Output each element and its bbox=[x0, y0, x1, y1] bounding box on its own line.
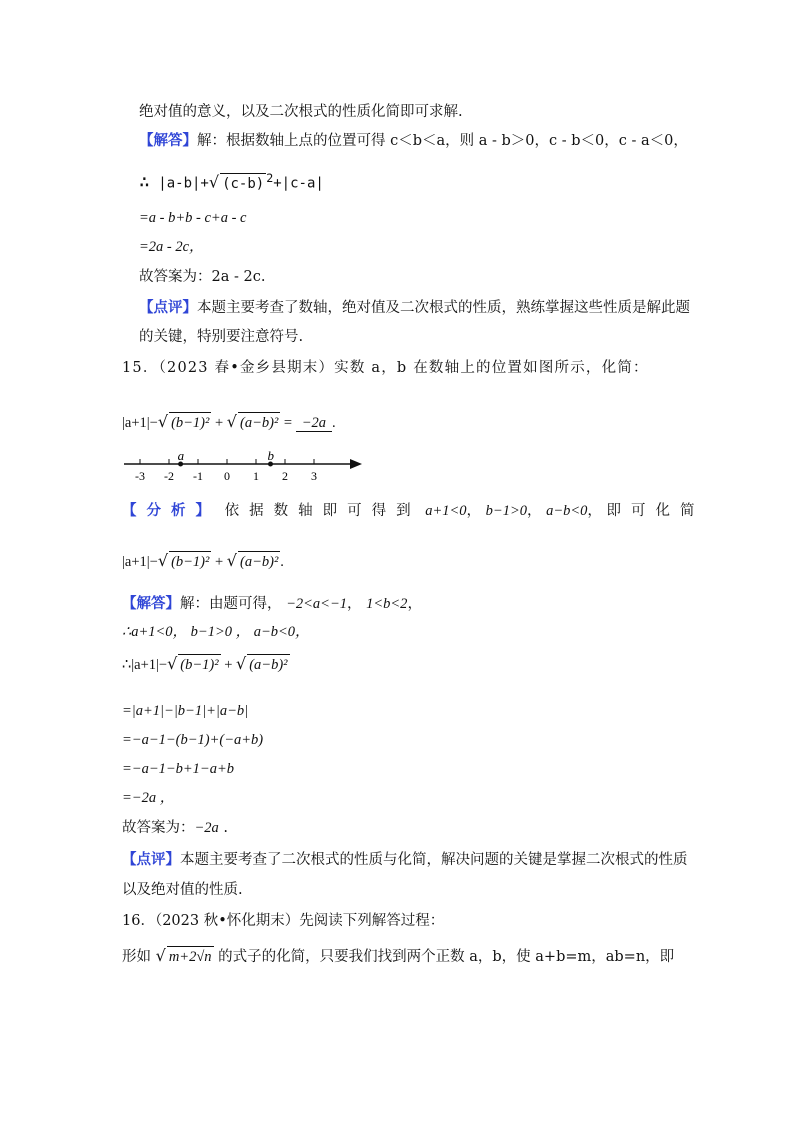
radical-icon: √ bbox=[226, 412, 237, 431]
answer-15-label: 故答案为： bbox=[122, 820, 195, 836]
step-15-5: =−a−1−b+1−a+b bbox=[122, 761, 234, 777]
tick-label: 1 bbox=[253, 469, 259, 483]
tick-label: 0 bbox=[224, 469, 230, 483]
radical-content: (c-b) bbox=[220, 173, 266, 194]
analysis-abs-part: |a+1|− bbox=[122, 554, 158, 570]
review-15-line-2: 以及绝对值的性质. bbox=[122, 882, 243, 898]
solution-15-tag: 【解答】 bbox=[122, 595, 180, 612]
question-16-number: 16． bbox=[122, 913, 155, 929]
q16-prefix: 形如 bbox=[122, 949, 151, 965]
question-15-expression: |a+1|−√ (b−1)² + √ (a−b)² = −2a . bbox=[122, 412, 336, 431]
q15-equals: = bbox=[283, 415, 293, 431]
answer-15-line: 故答案为：−2a . bbox=[122, 820, 229, 836]
tick-label: 3 bbox=[311, 469, 317, 483]
solution-15-line: 【解答】解：由题可得， −2<a<−1， 1<b<2， bbox=[122, 595, 422, 612]
s3-abs-part: ∴|a+1|− bbox=[122, 657, 168, 673]
text-line-1: 绝对值的意义，以及二次根式的性质化简即可求解. bbox=[139, 104, 463, 120]
review-15-text: 本题主要考查了二次根式的性质与化简，解决问题的关键是掌握二次根式的性质 bbox=[180, 852, 688, 868]
radical-icon: √ bbox=[226, 551, 237, 570]
question-16-line bbox=[122, 911, 444, 931]
step-line-1: =a - b+b - c+a - c bbox=[139, 210, 247, 226]
therefore-symbol: ∴ bbox=[139, 171, 150, 193]
range-b: 1<b<2 bbox=[366, 596, 408, 612]
solution-text: 解：根据数轴上点的位置可得 c＜b＜a，则 a - b＞0，c - b＜0，c - a＜0， bbox=[197, 133, 688, 149]
review-15-tag: 【点评】 bbox=[122, 851, 180, 868]
analysis-text: 依据数轴即可得到 bbox=[224, 503, 421, 519]
solution-line bbox=[139, 131, 688, 151]
review-tag: 【点评】 bbox=[139, 299, 197, 316]
solution-15-text: 解：由题可得， bbox=[180, 596, 282, 612]
radical-icon: √ bbox=[157, 551, 169, 570]
analysis-cond-3: a−b<0 bbox=[546, 503, 588, 519]
analysis-plus: + bbox=[214, 554, 224, 570]
s3-radical-1: (b−1)² bbox=[178, 654, 220, 675]
tick-label: 2 bbox=[282, 469, 288, 483]
point-b-label: b bbox=[267, 448, 274, 463]
radical-icon: √ bbox=[236, 654, 247, 673]
analysis-tag: 【分析】 bbox=[122, 502, 220, 519]
tick-label: -3 bbox=[135, 469, 145, 483]
q15-answer: −2a bbox=[296, 415, 332, 432]
tick-label: -1 bbox=[193, 469, 203, 483]
question-15-number: 15． bbox=[122, 360, 159, 376]
question-15-text: （2023 春•金乡县期末）实数 a，b 在数轴上的位置如图所示，化简： bbox=[158, 360, 649, 376]
analysis-cond-2: b−1>0 bbox=[485, 503, 527, 519]
number-line bbox=[118, 448, 378, 488]
analysis-radical-1: (b−1)² bbox=[169, 551, 211, 572]
analysis-end: 即可化简 bbox=[606, 503, 705, 519]
analysis-expression: |a+1|−√ (b−1)² + √ (a−b)² . bbox=[122, 551, 284, 570]
analysis-radical-2: (a−b)² bbox=[238, 551, 280, 572]
answer-tag: 【解答】 bbox=[139, 132, 197, 149]
q16-radical: m+2√n bbox=[167, 946, 214, 967]
tick-label: -2 bbox=[164, 469, 174, 483]
radical-icon: √ bbox=[157, 412, 169, 431]
expr-part-b: +|c-a| bbox=[273, 175, 324, 192]
range-a: −2<a<−1 bbox=[286, 596, 347, 612]
arrow-right-icon bbox=[350, 459, 362, 469]
radical-icon: √ bbox=[208, 172, 220, 192]
step-15-1: ∴a+1<0， b−1>0 ， a−b<0， bbox=[122, 624, 310, 640]
step-15-3: =|a+1|−|b−1|+|a−b| bbox=[122, 703, 249, 719]
q15-radical-2: (a−b)² bbox=[238, 412, 280, 433]
number-line-ticks bbox=[135, 459, 317, 483]
q15-abs-part: |a+1|− bbox=[122, 415, 158, 431]
q15-plus: + bbox=[214, 415, 224, 431]
point-a-label: a bbox=[177, 448, 185, 463]
review-line-2: 的关键，特别要注意符号. bbox=[139, 329, 304, 345]
question-16-line-2 bbox=[122, 946, 674, 967]
radical-icon: √ bbox=[167, 654, 178, 673]
question-15-line bbox=[122, 358, 649, 378]
analysis-line: 【分析】 依据数轴即可得到 a+1<0， b−1>0， a−b<0， 即可化简 bbox=[122, 502, 705, 519]
answer-15-value: −2a bbox=[194, 820, 219, 836]
step-15-4: =−a−1−(b−1)+(−a+b) bbox=[122, 732, 264, 748]
expr-part-a: |a-b|+ bbox=[158, 175, 209, 192]
review-line-1 bbox=[139, 298, 690, 318]
step-15-6: =−2a ， bbox=[122, 790, 175, 806]
analysis-cond-1: a+1<0 bbox=[425, 503, 467, 519]
square-exponent: 2 bbox=[266, 171, 274, 185]
s3-plus: + bbox=[224, 657, 233, 673]
expression-line bbox=[139, 168, 324, 194]
s3-radical-2: (a−b)² bbox=[247, 654, 289, 675]
step-15-2 bbox=[122, 654, 290, 675]
question-16-text: （2023 秋•怀化期末）先阅读下列解答过程： bbox=[154, 913, 445, 929]
q15-radical-1: (b−1)² bbox=[169, 412, 211, 433]
q16-suffix: 的式子的化简，只要我们找到两个正数 a，b，使 a+b=m，ab=n，即 bbox=[218, 949, 675, 965]
answer-line: 故答案为：2a - 2c. bbox=[139, 269, 266, 285]
review-text: 本题主要考查了数轴，绝对值及二次根式的性质，熟练掌握这些性质是解此题 bbox=[197, 300, 690, 316]
radical-icon: √ bbox=[155, 946, 166, 965]
step-line-2: =2a - 2c， bbox=[139, 239, 204, 255]
review-15-line-1 bbox=[122, 850, 688, 870]
